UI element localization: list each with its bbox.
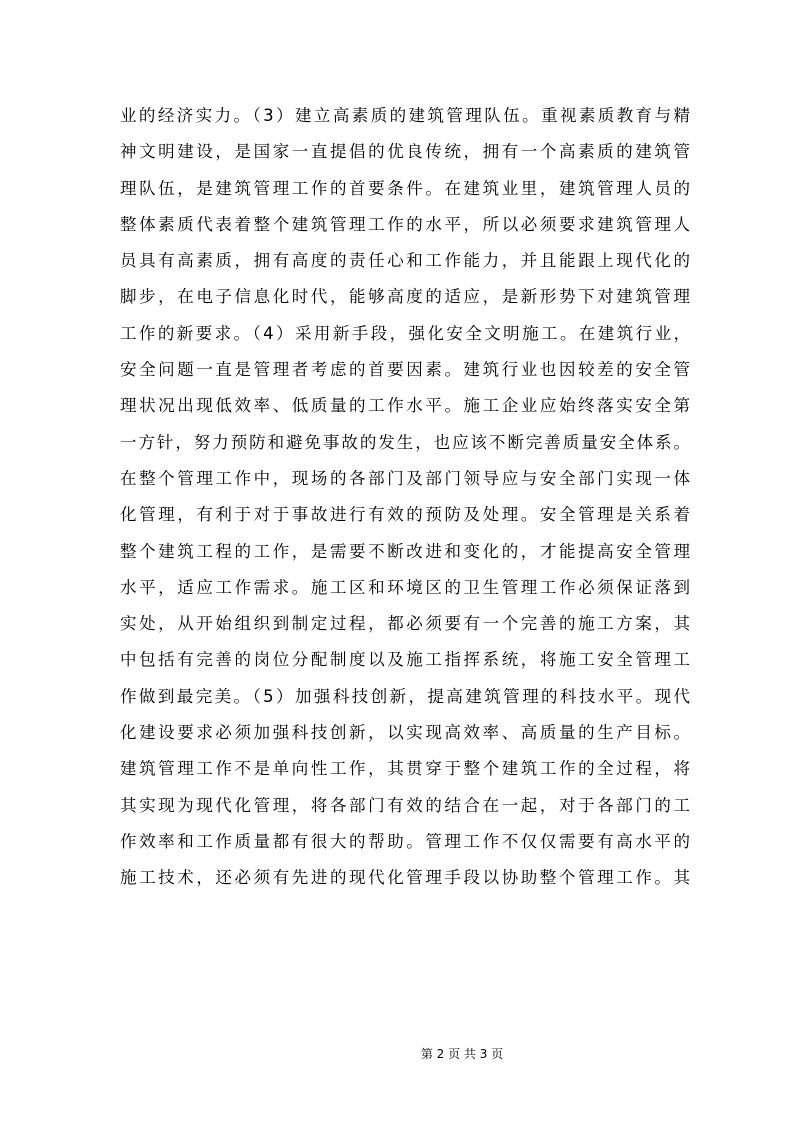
text-line: 安全问题一直是管理者考虑的首要因素。建筑行业也因较差的安全管 [120, 360, 690, 380]
text-line: 理队伍，是建筑管理工作的首要条件。在建筑业里，建筑管理人员的 [120, 178, 690, 198]
text-line: 其实现为现代化管理，将各部门有效的结合在一起，对于各部门的工 [120, 795, 690, 815]
text-line: 作做到最完美。（5）加强科技创新，提高建筑管理的科技水平。现代 [120, 686, 690, 706]
text-line: 化建设要求必须加强科技创新，以实现高效率、高质量的生产目标。 [120, 723, 690, 743]
text-line: 理状况出现低效率、低质量的工作水平。施工企业应始终落实安全第 [120, 396, 690, 416]
body-text [120, 98, 690, 897]
text-line: 建筑管理工作不是单向性工作，其贯穿于整个建筑工作的全过程，将 [120, 759, 690, 779]
text-line: 员具有高素质，拥有高度的责任心和工作能力，并且能跟上现代化的 [120, 251, 690, 271]
text-line: 在整个管理工作中，现场的各部门及部门领导应与安全部门实现一体 [120, 468, 690, 488]
text-line: 整个建筑工程的工作，是需要不断改进和变化的，才能提高安全管理 [120, 541, 690, 561]
text-line: 脚步，在电子信息化时代，能够高度的适应，是新形势下对建筑管理 [120, 287, 690, 307]
text-line: 工作的新要求。（4）采用新手段，强化安全文明施工。在建筑行业， [120, 323, 690, 343]
text-line: 作效率和工作质量都有很大的帮助。管理工作不仅仅需要有高水平的 [120, 831, 690, 851]
text-line: 施工技术，还必须有先进的现代化管理手段以协助整个管理工作。其 [120, 868, 690, 888]
text-line: 水平，适应工作需求。施工区和环境区的卫生管理工作必须保证落到 [120, 577, 690, 597]
text-line: 一方针，努力预防和避免事故的发生，也应该不断完善质量安全体系。 [120, 432, 690, 452]
text-line: 化管理，有利于对于事故进行有效的预防及处理。安全管理是关系着 [120, 505, 690, 525]
text-line: 整体素质代表着整个建筑管理工作的水平，所以必须要求建筑管理人 [120, 214, 690, 234]
text-line: 业的经济实力。（3）建立高素质的建筑管理队伍。重视素质教育与精 [120, 106, 690, 125]
page-number-footer: 第 2 页 共 3 页 [420, 1047, 504, 1061]
text-line: 神文明建设，是国家一直提倡的优良传统，拥有一个高素质的建筑管 [120, 142, 690, 162]
text-line: 中包括有完善的岗位分配制度以及施工指挥系统，将施工安全管理工 [120, 650, 690, 670]
text-line: 实处，从开始组织到制定过程，都必须要有一个完善的施工方案，其 [120, 614, 690, 634]
